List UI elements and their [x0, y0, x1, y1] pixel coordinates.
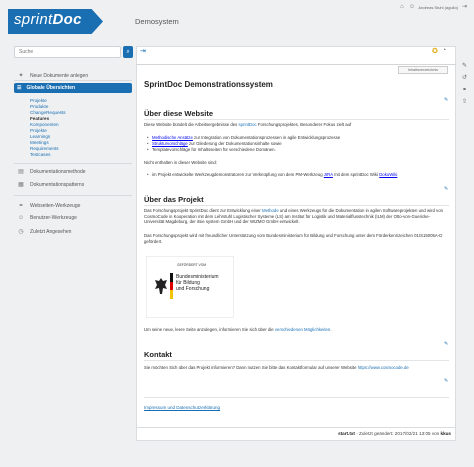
clock-icon: ◷ — [18, 229, 24, 235]
eagle-icon — [154, 277, 168, 295]
toc-tab[interactable]: Inhaltsverzeichnis — [398, 66, 448, 74]
cosmocode-link[interactable]: https://www.cosmocode.de — [357, 365, 409, 370]
structure-link[interactable]: Strukturvorschläge — [152, 141, 188, 146]
divider — [144, 397, 449, 398]
section-heading-contact: Kontakt — [144, 350, 172, 359]
page-title: SprintDoc Demonstrationssystem — [144, 80, 273, 89]
subitem-testcases[interactable]: Testcases — [30, 152, 51, 157]
site-title[interactable]: Demosystem — [135, 17, 179, 26]
search-input[interactable] — [14, 46, 121, 58]
methods-link[interactable]: Methodische Ansätze — [152, 135, 193, 140]
edit-section-icon[interactable]: ✎ — [444, 97, 449, 103]
user-bar — [398, 4, 468, 11]
home-icon[interactable]: ⌂ — [400, 4, 404, 10]
backlinks-icon[interactable]: ⚭ — [462, 87, 468, 93]
user-icon[interactable]: ☺ — [408, 4, 415, 10]
subitem-produkte[interactable]: Produkte — [30, 104, 49, 109]
list-icon: ☰ — [17, 85, 22, 91]
contact-paragraph: Sie möchten Sich über das Projekt informieren? Dann nutzen Sie bitte das Kontaktformular auf unserer Website https://www.cosmocode.de — [144, 365, 409, 370]
edit-page-icon[interactable]: ✎ — [462, 63, 468, 69]
page-meta: start.txt · Zuletzt geändert: 2017/02/21 13:05 von kkus — [338, 431, 451, 436]
expand-icon[interactable]: ⇥ — [140, 48, 146, 55]
section-heading-about-site: Über diese Website — [144, 109, 214, 118]
sidebar-item-global-overview[interactable]: ☰ Globale Übersichten — [14, 83, 132, 93]
search-icon: ⌕ — [126, 49, 130, 55]
logo-text[interactable]: sprintDoc — [14, 11, 82, 28]
new-page-paragraph: Um seine neue, leere Seite anzulegen, informieren Sie sich über die verschiedenen Möglichkeiten. — [144, 327, 332, 332]
list-item: • Templatevorschläge für Inhaltsseiten für verschiedene Domänen. — [152, 147, 276, 152]
also-paragraph: Nicht enthalten in dieser Website sind: — [144, 160, 218, 165]
subitem-projekte[interactable]: Projekte — [30, 98, 47, 103]
subitem-komponenten[interactable]: Komponenten — [30, 122, 59, 127]
sidebar-item-dokumethode[interactable]: ▤ Dokumentationsmethode — [18, 168, 86, 175]
history-icon[interactable]: ↺ — [462, 75, 468, 81]
toolbar-divider — [136, 64, 456, 65]
sidebar-item-recent[interactable]: ◷ Zuletzt Angesehen — [18, 228, 72, 235]
subitem-changerequests[interactable]: ChangeRequests — [30, 110, 66, 115]
magic-wand-icon: ✦ — [18, 73, 24, 79]
book-icon: ▤ — [18, 169, 24, 175]
page-icon[interactable]: ◔ — [442, 47, 447, 54]
divider — [144, 205, 449, 206]
divider — [14, 195, 132, 196]
grid-icon: ▦ — [18, 182, 24, 188]
bmbf-logo — [146, 256, 234, 318]
possibilities-link[interactable]: verschiedenen Möglichkeiten — [274, 327, 331, 332]
edit-section-icon[interactable]: ✎ — [444, 378, 449, 384]
dokuwiki-link[interactable]: DokuWiki — [379, 172, 398, 177]
logout-icon[interactable]: ⇥ — [461, 4, 468, 10]
subitem-projekte-2[interactable]: Projekte — [30, 128, 47, 133]
section-heading-about-project: Über das Projekt — [144, 195, 204, 204]
divider — [144, 360, 449, 361]
method-link[interactable]: Methode — [261, 208, 279, 213]
list-item: • Strukturvorschläge zur Gliederung der Dokumentationsinhalte sowie — [152, 141, 282, 146]
divider — [14, 163, 132, 164]
ministry-name: Bundesministerium für Bildung und Forschung — [176, 274, 219, 293]
sidebar-item-dokupatterns[interactable]: ▦ Dokumentationspatterns — [18, 181, 85, 188]
subitem-learnings[interactable]: Learnings — [30, 134, 51, 139]
imprint-link[interactable]: Impressum und Datenschutzerklärung — [144, 405, 221, 410]
list-item: • Methodische Ansätze zur Integration von Dokumentationsprozessen in agile Entwicklungsprozesse — [152, 135, 340, 140]
link-icon: ⚭ — [18, 203, 24, 209]
jira-link[interactable]: JIRA — [323, 172, 333, 177]
list-item: • im Projekt entwickelte Werkzeugdemonstratoren zur Verknüpfung von dem PM-Werkzeug JIRA mit dem sprintDoc Wiki DokuWiki — [152, 172, 397, 177]
divider — [144, 119, 449, 120]
user-name[interactable]: Andreas Stuhl (agullo) — [418, 5, 458, 10]
flag-icon — [170, 273, 173, 299]
sprintdoc-link[interactable]: sprintDoc — [238, 122, 257, 127]
search-button[interactable] — [123, 46, 133, 58]
funding-paragraph: Das Forschungsprojekt wird mit freundlicher Unterstützung vom Bundesministerium für Bildung und Forschung unter dem Förderkennzeichen 01IS15005A-D gefördert. — [144, 233, 443, 244]
intro-paragraph: Diese Website bündelt die Arbeitsergebnisse des sprintDoc Forschungsprojektes. Besonderer Fokus zielt auf — [144, 122, 352, 127]
divider — [14, 80, 132, 81]
edit-section-icon[interactable]: ✎ — [444, 186, 449, 192]
subitem-requirements[interactable]: Requirements — [30, 146, 59, 151]
sidebar-item-new-docs[interactable]: ✦ Neue Dokumente anlegen — [18, 72, 89, 79]
user-icon: ☺ — [17, 215, 25, 221]
divider — [136, 427, 456, 428]
sidebar-item-webtools[interactable]: ⚭ Webseiten-Werkzeuge — [18, 202, 81, 209]
project-paragraph: Das Forschungsprojekt SprintDoc dient zur Entwicklung einer Methode und eines Werkzeugs für die Dokumentation in agilen Softwareprojekten und wird von CosmoCode in Kooperation mit dem Lehrstuhl Logistischer Systeme (LS) am Institut für Logistik und Materialflusstechnik (ILM) der Otto-von-Guericke-Universität Magdeburg, der itsie system GmbH und der WIZMO GmbH entwickelt. — [144, 208, 443, 225]
subitem-meetings[interactable]: Meetings — [30, 140, 49, 145]
notification-icon[interactable]: ✪ — [432, 48, 438, 55]
subitem-features[interactable]: Features — [30, 116, 50, 121]
top-icon[interactable]: ⇧ — [462, 99, 468, 105]
edit-section-icon[interactable]: ✎ — [444, 341, 449, 347]
sidebar-item-usertools[interactable]: ☺ Benutzer-Werkzeuge — [17, 215, 77, 221]
logo-caption: GEFÖRDERT VOM — [177, 263, 207, 267]
